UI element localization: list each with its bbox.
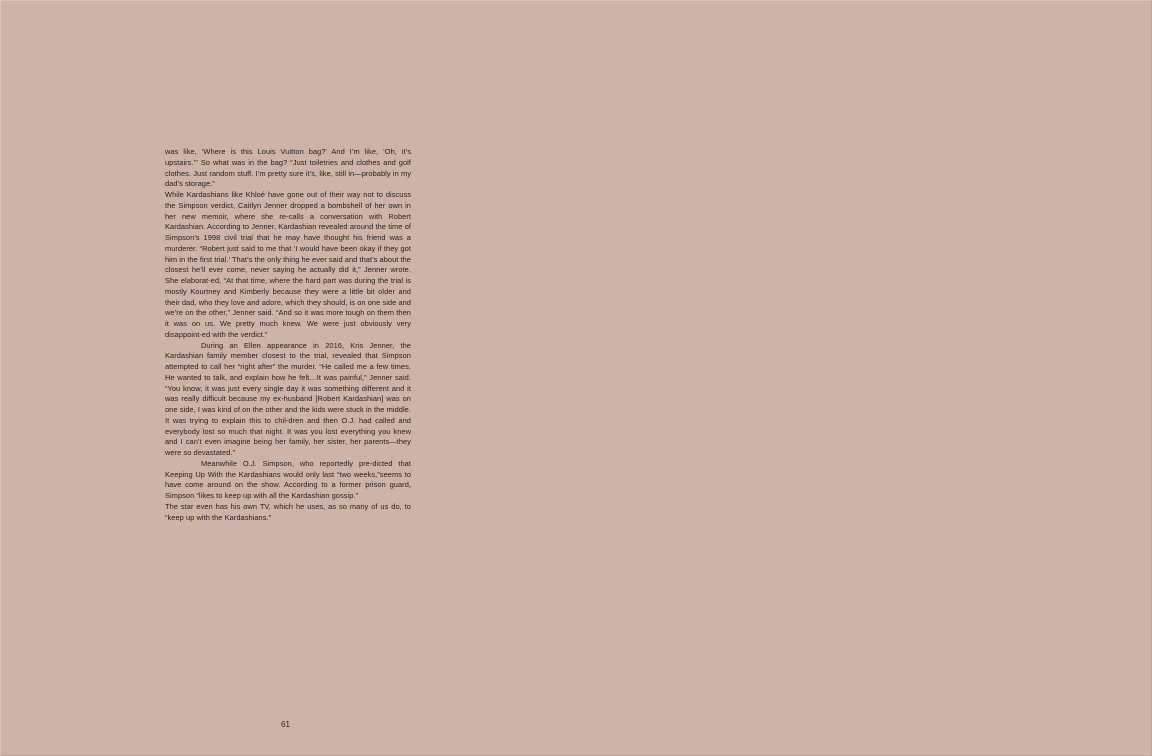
article-body bbox=[165, 147, 411, 523]
paragraph-5: The star even has his own TV, which he uses, as so many of us do, to “keep up with the Kardashians.” bbox=[165, 501, 411, 522]
paragraph-4: Meanwhile O.J. Simpson, who reportedly pre-dicted that Keeping Up With the Kardashians would only last “two weeks,”seems to have come around on the show. According to a former prison guard, Simpson “likes to keep up with all the Kardashian gossip.” bbox=[165, 458, 411, 500]
page-number: 61 bbox=[281, 720, 290, 729]
paragraph-3: During an Ellen appearance in 2016, Kris Jenner, the Kardashian family member closest to the trial, revealed that Simpson attempted to call her “right after” the murder. “He called me a few times. He wanted to talk, and explain how he felt…It was painful,” Jenner said. “You know, it was just every single day it was something different and it was really difficult because my ex-husband [Robert Kardashian] was on one side, I was kind of on the other and the kids were stuck in the middle. It was trying to explain this to chil-dren and then O.J. had called and everybody lost so much that night. It was you lost everything you knew and I can’t even imagine being her family, her sister, her parents—they were so devastated.” bbox=[165, 340, 411, 457]
paragraph-2: While Kardashians like Khloé have gone out of their way not to discuss the Simpson verdict, Caitlyn Jenner dropped a bombshell of her own in her new memoir, where she re-calls a conversation with Robert Kardashian. According to Jenner, Kardashian revealed around the time of Simpson’s 1998 civil trial that he may have thought his friend was a murderer. “Robert just said to me that ‘I would have been okay if they got him in the first trial.’ That’s the only thing he ever said and that’s about the closest he’ll ever come, never saying he actually did it,” Jenner wrote. She elaborat-ed, “At that time, where the hard part was during the trial is mostly Kourtney and Kimberly because they were a little bit older and their dad, who they love and adore, which they should, is on one side and we’re on the other,” Jenner said. “And so it was more tough on them then it was on us. We pretty much knew. We were just obviously very disappoint-ed with the verdict.” bbox=[165, 190, 411, 339]
paragraph-1: was like, ‘Where is this Louis Vuitton bag?’ And I’m like, ‘Oh, it’s upstairs.’” So what was in the bag? “Just toiletries and clothes and golf clothes. Just random stuff. I’m pretty sure it’s, like, still in—probably in my dad’s storage.” bbox=[165, 147, 411, 189]
